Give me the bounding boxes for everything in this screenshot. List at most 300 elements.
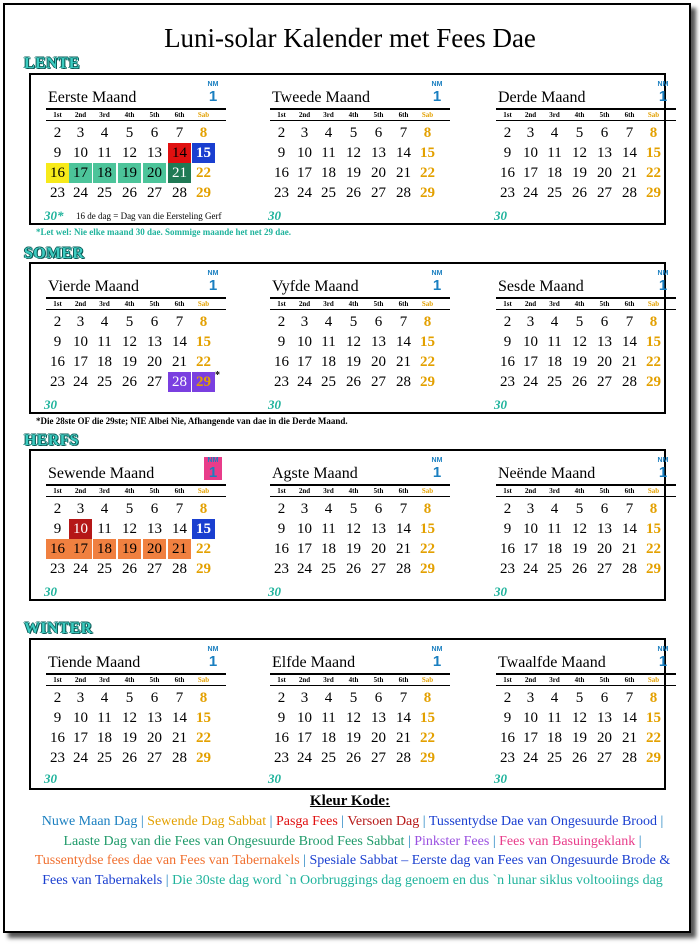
weekday-label: 3rd: [549, 676, 560, 684]
day-cell: 27: [371, 750, 386, 766]
day-30: 30: [268, 397, 281, 412]
day-cell: 4: [100, 125, 109, 141]
weekday-label: 5th: [149, 676, 160, 684]
new-moon-label: NM: [431, 457, 443, 464]
day-cell: 8: [649, 314, 658, 330]
day-cell: 6: [600, 314, 609, 330]
day-cell: 4: [324, 125, 333, 141]
day-cell: 10: [73, 710, 88, 726]
fourth-month-star: *: [215, 370, 220, 381]
legend-item: Tussentydse fees dae van Fees van Tabernakels: [34, 853, 300, 868]
day-cell: 29: [420, 374, 435, 390]
day-cell: 5: [575, 125, 584, 141]
weekday-label: 4th: [348, 111, 359, 119]
day-cell: 16: [274, 730, 289, 746]
day-cell: 29: [196, 561, 211, 577]
day-cell: 18: [321, 730, 336, 746]
day-cell: 18: [321, 354, 336, 370]
new-moon-marker: [204, 270, 222, 293]
weekday-label: 2nd: [74, 300, 87, 308]
color-legend: [30, 812, 675, 890]
day-cell: 27: [147, 750, 162, 766]
day-cell: 21: [622, 165, 637, 181]
month-name: Sewende Maand: [48, 465, 155, 482]
day-cell: 23: [50, 374, 65, 390]
day-30: 30: [268, 771, 281, 786]
day-cell: 24: [523, 185, 538, 201]
day-cell: 4: [324, 501, 333, 517]
day-cell: 25: [321, 374, 336, 390]
weekday-label: 4th: [574, 487, 585, 495]
new-moon-label: NM: [657, 457, 669, 464]
day-30: 30*: [44, 208, 64, 223]
day-cell: 3: [76, 125, 85, 141]
new-moon-marker: [654, 81, 672, 104]
weekday-label: 6th: [174, 487, 185, 495]
header-rule: [496, 496, 676, 497]
day-cell: 25: [97, 374, 112, 390]
day-cell: 23: [50, 750, 65, 766]
day-cell: 21: [168, 163, 191, 183]
month-name: Neënde Maand: [498, 465, 596, 482]
legend-item: Versoen Dag: [347, 814, 420, 829]
weekday-label: 3rd: [99, 300, 110, 308]
weekday-label: 6th: [624, 111, 635, 119]
month-name: Agste Maand: [272, 465, 358, 482]
weekday-label: Sab: [421, 111, 434, 119]
day-cell: 29: [420, 185, 435, 201]
season-footnote: *Let wel: Nie elke maand 30 dae. Sommige maande het net 29 dae.: [36, 227, 291, 237]
new-moon-day: 1: [658, 653, 668, 670]
day-cell: 10: [523, 710, 538, 726]
weekday-label: 4th: [124, 676, 135, 684]
month-block: [46, 264, 226, 412]
weekday-label: Sab: [197, 676, 210, 684]
day-cell: 18: [547, 541, 562, 557]
weekday-label: 5th: [599, 111, 610, 119]
day-cell: 17: [523, 541, 538, 557]
weekday-label: 3rd: [99, 111, 110, 119]
weekday-header: [496, 110, 676, 120]
weekday-label: 4th: [348, 676, 359, 684]
month-name: Vierde Maand: [48, 278, 139, 295]
day-cell: 18: [321, 165, 336, 181]
day-cell: 27: [597, 561, 612, 577]
first-month-note: 16 de dag = Dag van die Eersteling Gerf: [76, 211, 222, 221]
weekday-label: 5th: [373, 111, 384, 119]
day-cell: 17: [297, 354, 312, 370]
day-cell: 19: [118, 539, 141, 559]
day-cell: 8: [199, 125, 208, 141]
legend-item: Spesiale Sabbat – Eerste dag van Fees van Ongesuurde Brode & Fees van Tabernakels: [42, 853, 671, 888]
day-cell: 2: [503, 501, 512, 517]
weekday-label: 3rd: [549, 300, 560, 308]
weekday-label: 3rd: [323, 300, 334, 308]
weekday-header: [496, 675, 676, 685]
day-cell: 3: [526, 125, 535, 141]
weekday-label: 4th: [574, 676, 585, 684]
weekday-label: 4th: [124, 487, 135, 495]
day-cell: 19: [346, 730, 361, 746]
day-cell: 5: [125, 125, 134, 141]
day-30: 30: [494, 397, 507, 412]
day-cell: 24: [73, 750, 88, 766]
new-moon-day: 1: [432, 88, 442, 105]
day-cell: 26: [572, 374, 587, 390]
day-cell: 17: [297, 165, 312, 181]
month-name: Tiende Maand: [48, 654, 141, 671]
weekday-label: 6th: [398, 676, 409, 684]
day-cell: 2: [277, 125, 286, 141]
day-cell: 3: [300, 125, 309, 141]
header-rule: [496, 120, 676, 121]
day-cell: 24: [297, 374, 312, 390]
weekday-label: 6th: [174, 111, 185, 119]
day-cell: 22: [196, 354, 211, 370]
month-block: [46, 640, 226, 788]
day-cell: 16: [274, 354, 289, 370]
day-cell: 11: [97, 521, 112, 537]
day-cell: 26: [346, 185, 361, 201]
weekday-label: 3rd: [549, 487, 560, 495]
day-cell: 17: [523, 354, 538, 370]
day-cell: 24: [297, 750, 312, 766]
day-cell: 29: [196, 750, 211, 766]
day-cell: 10: [69, 519, 92, 539]
day-cell: 20: [371, 354, 386, 370]
day-cell: 7: [399, 314, 408, 330]
weekday-label: 4th: [124, 300, 135, 308]
header-rule: [46, 685, 226, 686]
new-moon-label: NM: [207, 81, 219, 88]
day-cell: 12: [122, 521, 137, 537]
day-cell: 18: [93, 539, 116, 559]
day-cell: 2: [277, 501, 286, 517]
day-cell: 16: [50, 354, 65, 370]
day-cell: 21: [622, 541, 637, 557]
day-cell: 5: [349, 501, 358, 517]
day-cell: 12: [122, 334, 137, 350]
month-block: [46, 75, 226, 223]
weekday-label: 2nd: [524, 300, 537, 308]
day-cell: 22: [196, 730, 211, 746]
day-cell: 9: [53, 334, 62, 350]
new-moon-label: NM: [657, 646, 669, 653]
weekday-header: [270, 486, 450, 496]
new-moon-day: 1: [432, 277, 442, 294]
day-cell: 3: [76, 314, 85, 330]
day-cell: 15: [192, 143, 215, 163]
weekday-label: 5th: [373, 676, 384, 684]
day-cell: 13: [371, 521, 386, 537]
day-cell: 6: [150, 501, 159, 517]
day-cell: 5: [575, 690, 584, 706]
day-cell: 23: [50, 185, 65, 201]
day-cell: 16: [46, 539, 69, 559]
day-cell: 5: [125, 314, 134, 330]
day-cell: 23: [274, 185, 289, 201]
weekday-label: 1st: [53, 300, 62, 308]
day-cell: 22: [420, 541, 435, 557]
weekday-header: [46, 299, 226, 309]
day-cell: 28: [396, 185, 411, 201]
day-cell: 16: [50, 730, 65, 746]
day-cell: 20: [597, 541, 612, 557]
day-cell: 19: [122, 730, 137, 746]
legend-separator: |: [489, 833, 500, 849]
new-moon-day: 1: [658, 88, 668, 105]
day-cell: 29: [192, 372, 215, 392]
weekday-label: 5th: [599, 300, 610, 308]
month-block: [496, 75, 676, 223]
day-cell: 13: [371, 334, 386, 350]
day-cell: 8: [199, 314, 208, 330]
weekday-label: 1st: [277, 111, 286, 119]
legend-separator: |: [419, 814, 429, 829]
day-cell: 8: [423, 314, 432, 330]
day-cell: 9: [277, 145, 286, 161]
new-moon-marker: [654, 646, 672, 669]
day-cell: 26: [346, 561, 361, 577]
day-cell: 7: [625, 690, 634, 706]
legend-item: Die 30ste dag word `n Oorbruggings dag genoem en dus `n lunar siklus voltooiings dag: [172, 872, 663, 888]
new-moon-day: 1: [208, 88, 218, 105]
day-cell: 4: [550, 125, 559, 141]
weekday-label: 3rd: [323, 111, 334, 119]
day-cell: 9: [53, 710, 62, 726]
new-moon-marker: [428, 646, 446, 669]
day-cell: 6: [600, 690, 609, 706]
day-cell: 20: [371, 541, 386, 557]
weekday-label: 5th: [149, 300, 160, 308]
day-cell: 6: [150, 690, 159, 706]
weekday-label: 6th: [174, 676, 185, 684]
day-cell: 20: [597, 730, 612, 746]
day-cell: 15: [420, 334, 435, 350]
day-cell: 18: [93, 163, 116, 183]
legend-item: Sewende Dag Sabbat: [147, 814, 267, 829]
weekday-label: 6th: [624, 676, 635, 684]
day-cell: 17: [297, 541, 312, 557]
day-cell: 8: [649, 501, 658, 517]
weekday-label: 2nd: [74, 676, 87, 684]
day-cell: 11: [321, 710, 336, 726]
day-cell: 20: [371, 730, 386, 746]
legend-separator: |: [266, 814, 276, 829]
day-30: 30: [268, 584, 281, 599]
day-cell: 13: [147, 521, 162, 537]
day-cell: 11: [321, 334, 336, 350]
day-cell: 24: [523, 750, 538, 766]
day-cell: 15: [420, 521, 435, 537]
season-box: [29, 449, 669, 601]
season-box: [29, 73, 669, 225]
weekday-header: [46, 486, 226, 496]
legend-separator: |: [137, 814, 148, 829]
day-cell: 16: [500, 541, 515, 557]
weekday-label: 1st: [277, 487, 286, 495]
day-cell: 2: [277, 690, 286, 706]
weekday-label: 4th: [574, 300, 585, 308]
day-cell: 6: [150, 125, 159, 141]
month-block: [46, 451, 226, 599]
weekday-label: 3rd: [323, 487, 334, 495]
weekday-header: [270, 110, 450, 120]
day-cell: 2: [503, 125, 512, 141]
day-cell: 14: [172, 710, 187, 726]
new-moon-marker: [204, 81, 222, 104]
new-moon-day: 1: [208, 277, 218, 294]
day-cell: 20: [143, 163, 166, 183]
day-cell: 9: [503, 145, 512, 161]
day-cell: 25: [547, 185, 562, 201]
day-cell: 26: [572, 750, 587, 766]
day-cell: 14: [396, 334, 411, 350]
day-cell: 4: [550, 314, 559, 330]
day-cell: 22: [420, 730, 435, 746]
day-30: 30: [494, 208, 507, 223]
day-30: 30: [268, 208, 281, 223]
month-block: [270, 640, 450, 788]
new-moon-day: 1: [658, 464, 668, 481]
day-cell: 10: [523, 521, 538, 537]
day-cell: 4: [100, 314, 109, 330]
legend-separator: |: [299, 853, 310, 868]
weekday-header: [496, 486, 676, 496]
day-cell: 6: [600, 125, 609, 141]
day-cell: 23: [50, 561, 65, 577]
day-cell: 3: [300, 314, 309, 330]
day-cell: 2: [503, 314, 512, 330]
new-moon-label: NM: [657, 270, 669, 277]
day-cell: 5: [349, 314, 358, 330]
day-cell: 19: [346, 541, 361, 557]
day-cell: 8: [423, 501, 432, 517]
legend-item: Fees van Basuingeklank: [499, 833, 636, 849]
weekday-label: 2nd: [298, 300, 311, 308]
day-cell: 13: [597, 145, 612, 161]
new-moon-label: NM: [657, 81, 669, 88]
day-cell: 12: [572, 334, 587, 350]
day-cell: 26: [122, 374, 137, 390]
new-moon-day: 1: [432, 653, 442, 670]
weekday-label: 5th: [599, 487, 610, 495]
weekday-header: [270, 675, 450, 685]
month-name: Sesde Maand: [498, 278, 584, 295]
day-cell: 19: [346, 354, 361, 370]
day-cell: 5: [125, 501, 134, 517]
weekday-label: Sab: [647, 300, 660, 308]
day-cell: 19: [346, 165, 361, 181]
weekday-label: Sab: [421, 676, 434, 684]
new-moon-label: NM: [431, 81, 443, 88]
day-cell: 12: [346, 710, 361, 726]
legend-separator: |: [162, 872, 173, 888]
weekday-label: Sab: [197, 300, 210, 308]
day-cell: 6: [600, 501, 609, 517]
new-moon-label: NM: [431, 270, 443, 277]
day-cell: 23: [274, 561, 289, 577]
day-cell: 14: [622, 710, 637, 726]
day-cell: 29: [646, 374, 661, 390]
day-cell: 29: [420, 561, 435, 577]
weekday-label: 4th: [574, 111, 585, 119]
day-cell: 9: [503, 710, 512, 726]
day-cell: 10: [523, 145, 538, 161]
day-cell: 11: [97, 145, 112, 161]
month-name: Derde Maand: [498, 89, 586, 106]
day-cell: 2: [53, 690, 62, 706]
day-cell: 13: [371, 145, 386, 161]
day-30: 30: [44, 397, 57, 412]
header-rule: [270, 496, 450, 497]
legend-separator: |: [656, 814, 664, 829]
day-cell: 27: [147, 561, 162, 577]
day-cell: 8: [423, 690, 432, 706]
weekday-label: Sab: [647, 111, 660, 119]
day-cell: 7: [399, 125, 408, 141]
day-cell: 9: [503, 334, 512, 350]
day-cell: 17: [523, 730, 538, 746]
day-cell: 25: [321, 561, 336, 577]
day-cell: 27: [371, 374, 386, 390]
day-cell: 11: [547, 710, 562, 726]
day-cell: 20: [147, 730, 162, 746]
weekday-label: 2nd: [524, 111, 537, 119]
day-cell: 3: [526, 314, 535, 330]
day-cell: 16: [274, 541, 289, 557]
header-rule: [270, 120, 450, 121]
new-moon-marker: [428, 81, 446, 104]
weekday-label: 6th: [174, 300, 185, 308]
day-cell: 16: [500, 354, 515, 370]
weekday-label: 2nd: [524, 487, 537, 495]
weekday-label: 6th: [398, 487, 409, 495]
day-cell: 23: [500, 750, 515, 766]
day-cell: 28: [396, 750, 411, 766]
day-cell: 24: [523, 561, 538, 577]
day-cell: 12: [346, 145, 361, 161]
new-moon-label: NM: [207, 457, 219, 464]
new-moon-label: NM: [207, 646, 219, 653]
day-cell: 9: [277, 521, 286, 537]
weekday-label: 5th: [599, 676, 610, 684]
day-cell: 11: [321, 145, 336, 161]
day-cell: 21: [172, 354, 187, 370]
day-cell: 24: [297, 185, 312, 201]
day-cell: 26: [122, 750, 137, 766]
day-cell: 2: [277, 314, 286, 330]
day-cell: 25: [97, 185, 112, 201]
weekday-label: 5th: [149, 111, 160, 119]
day-cell: 28: [172, 750, 187, 766]
day-cell: 19: [572, 354, 587, 370]
day-cell: 29: [646, 750, 661, 766]
day-cell: 14: [172, 521, 187, 537]
day-cell: 21: [172, 730, 187, 746]
month-block: [270, 264, 450, 412]
header-rule: [270, 309, 450, 310]
day-cell: 23: [500, 561, 515, 577]
day-cell: 28: [172, 561, 187, 577]
day-cell: 9: [53, 521, 62, 537]
day-cell: 7: [625, 501, 634, 517]
day-cell: 29: [196, 185, 211, 201]
day-cell: 11: [97, 710, 112, 726]
weekday-label: 1st: [53, 111, 62, 119]
month-name: Twaalfde Maand: [498, 654, 606, 671]
season-label: HERFS: [24, 432, 79, 449]
